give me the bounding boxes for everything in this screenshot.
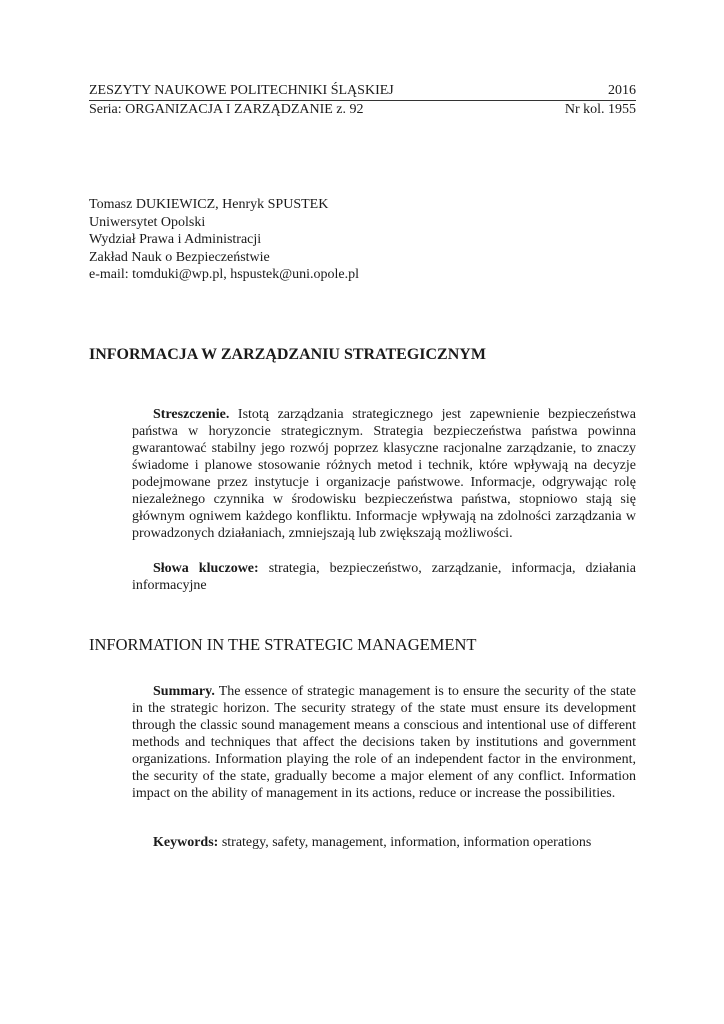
keywords-english-text: strategy, safety, management, information, information operations <box>221 835 592 850</box>
keywords-polish-text: strategia, bezpieczeństwo, zarządzanie, informacja, działania informacyjne <box>132 561 637 593</box>
author-university: Uniwersytet Opolski <box>89 214 206 230</box>
journal-header-row-2 <box>89 101 636 118</box>
summary-english-label: Summary. <box>153 684 215 699</box>
journal-series: Seria: ORGANIZACJA I ZARZĄDZANIE z. 92 <box>89 102 364 117</box>
author-names: Tomasz DUKIEWICZ, Henryk SPUSTEK <box>89 197 329 212</box>
journal-year: 2016 <box>608 83 636 98</box>
abstract-polish <box>132 406 636 542</box>
journal-header-row-1 <box>89 82 636 99</box>
author-block <box>89 196 636 284</box>
paper-title-english: INFORMATION IN THE STRATEGIC MANAGEMENT <box>89 635 477 654</box>
abstract-polish-label: Streszczenie. <box>153 407 230 422</box>
paper-title-polish: INFORMACJA W ZARZĄDZANIU STRATEGICZNYM <box>89 346 486 363</box>
keywords-english <box>132 834 636 851</box>
journal-number: Nr kol. 1955 <box>564 102 636 117</box>
journal-name: ZESZYTY NAUKOWE POLITECHNIKI ŚLĄSKIEJ <box>89 83 394 98</box>
abstract-polish-text: Istotą zarządzania strategicznego jest zapewnienie bezpieczeństwa państwa w horyzoncie strategicznym. Strategia bezpieczeństwa państwa powinna gwarantować stabilny jego rozwój poprzez klasyczne racjonalne zarządzanie, to znaczy świadome i planowe stosowanie różnych metod i technik, które wpływają na decyzje podejmowane przez instytucje i organizacje państwowe. Informacje, odgrywając rolę niezależnego czynnika w środowisku bezpieczeństwa państwa, stopniowo stają się głównym ogniwem każdego konfliktu. Informacje wpływają na zdolności zarządzania w prowadzonych działaniach, zmniejszają lub zwiększają możliwości. <box>132 407 636 541</box>
summary-english <box>132 683 636 802</box>
keywords-english-label: Keywords: <box>153 835 219 850</box>
author-department: Zakład Nauk o Bezpieczeństwie <box>89 249 270 265</box>
journal-header <box>89 82 636 118</box>
summary-english-text: The essence of strategic management is to ensure the security of the state in the strategic horizon. The security strategy of the state must ensure its development through the classic sound management means a conscious and intentional use of different methods and techniques that affect the decisions taken by institutions and government organizations. Information playing the role of an independent factor in the environment, the security of the state, gradually become a major element of any conflict. Information impact on the ability of management in its actions, reduce or increase the possibilities. <box>132 684 637 801</box>
keywords-polish <box>132 560 636 594</box>
author-email: e-mail: tomduki@wp.pl, hspustek@uni.opole.pl <box>89 267 359 282</box>
author-faculty: Wydział Prawa i Administracji <box>89 232 262 247</box>
keywords-polish-label: Słowa kluczowe: <box>153 561 259 576</box>
